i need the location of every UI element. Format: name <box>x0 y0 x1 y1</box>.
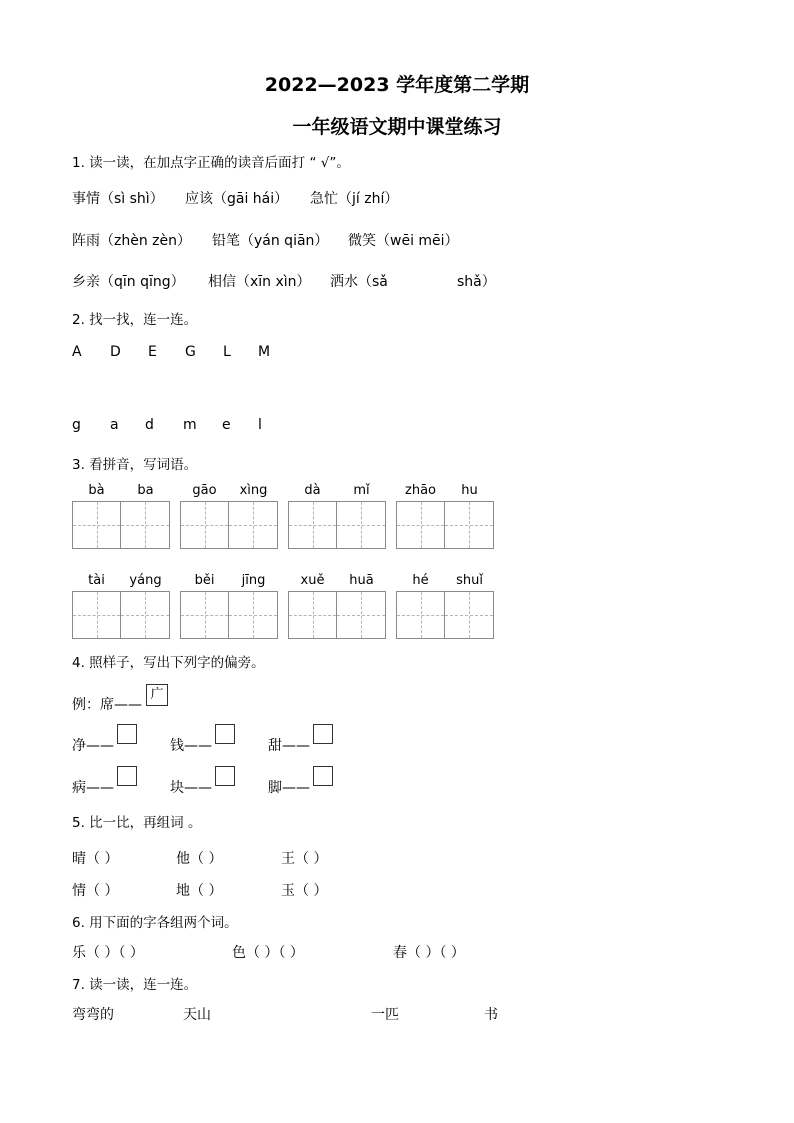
letter: e <box>222 417 231 433</box>
radical-item: 病—— <box>72 780 114 796</box>
word-blank[interactable]: 春（ ）（ ） <box>393 945 465 961</box>
letter: m <box>183 417 197 433</box>
radical-item: 脚—— <box>268 780 310 796</box>
question-2-prompt: 2. 找一找，连一连。 <box>72 312 198 328</box>
word-blank[interactable]: 地（ ） <box>176 883 223 899</box>
document-subtitle: 一年级语文期中课堂练习 <box>292 116 502 138</box>
pinyin-choice: 微笑（wēi mēi） <box>348 233 459 249</box>
match-word: 一匹 <box>371 1007 399 1023</box>
word-blank[interactable]: 他（ ） <box>176 851 223 867</box>
pinyin-label: zhāo <box>405 483 436 498</box>
example-answer: 广 <box>150 687 164 702</box>
question-1-prompt: 1. 读一读，在加点字正确的读音后面打 “ √”。 <box>72 155 350 171</box>
pinyin-choice: 急忙（jí zhí） <box>310 191 399 207</box>
word-blank[interactable]: 晴（ ） <box>72 851 119 867</box>
writing-grid[interactable] <box>180 591 278 639</box>
pinyin-label: huā <box>349 573 374 588</box>
pinyin-label: hé <box>412 573 429 588</box>
radical-item: 甜—— <box>268 738 310 754</box>
pinyin-label: xìng <box>239 483 268 498</box>
question-7-prompt: 7. 读一读，连一连。 <box>72 977 198 993</box>
document-title: 2022—2023 学年度第二学期 <box>264 74 530 96</box>
pinyin-choice: 应该（gāi hái） <box>185 191 289 207</box>
writing-grid[interactable] <box>72 591 170 639</box>
answer-box[interactable] <box>313 724 333 744</box>
example-answer-box <box>146 684 168 706</box>
writing-grid[interactable] <box>396 501 494 549</box>
word-blank[interactable]: 色（ ）（ ） <box>232 945 304 961</box>
letter: a <box>110 417 119 433</box>
writing-grid[interactable] <box>180 501 278 549</box>
pinyin-choice: 事情（sì shì） <box>72 191 164 207</box>
pinyin-choice: 相信（xīn xìn） <box>208 274 311 290</box>
pinyin-label: tài <box>88 573 105 588</box>
pinyin-label: jīng <box>241 573 266 588</box>
match-word: 弯弯的 <box>72 1007 114 1023</box>
match-word: 天山 <box>183 1007 211 1023</box>
question-5-prompt: 5. 比一比，再组词 。 <box>72 815 202 831</box>
answer-box[interactable] <box>117 724 137 744</box>
writing-grid[interactable] <box>288 501 386 549</box>
question-3-prompt: 3. 看拼音，写词语。 <box>72 457 198 473</box>
match-word: 书 <box>484 1007 498 1023</box>
answer-box[interactable] <box>215 724 235 744</box>
answer-box[interactable] <box>215 766 235 786</box>
letter: d <box>145 417 154 433</box>
radical-item: 净—— <box>72 738 114 754</box>
word-blank[interactable]: 情（ ） <box>72 883 119 899</box>
pinyin-choice: 洒水（sǎ <box>330 274 388 290</box>
pinyin-choice: 阵雨（zhèn zèn） <box>72 233 191 249</box>
writing-grid[interactable] <box>288 591 386 639</box>
pinyin-label: yáng <box>129 573 162 588</box>
pinyin-label: gāo <box>192 483 217 498</box>
writing-grid[interactable] <box>396 591 494 639</box>
pinyin-label: hu <box>461 483 478 498</box>
word-blank[interactable]: 乐（ ）（ ） <box>72 945 144 961</box>
pinyin-choice: 铅笔（yán qiān） <box>212 233 329 249</box>
radical-item: 块—— <box>170 780 212 796</box>
radical-item: 钱—— <box>170 738 212 754</box>
answer-box[interactable] <box>117 766 137 786</box>
writing-grid[interactable] <box>72 501 170 549</box>
pinyin-label: dà <box>304 483 321 498</box>
letter: g <box>72 417 81 433</box>
word-blank[interactable]: 玉（ ） <box>281 883 328 899</box>
pinyin-label: xuě <box>300 573 325 588</box>
question-6-prompt: 6. 用下面的字各组两个词。 <box>72 915 238 931</box>
example-label: 例：席—— <box>72 697 142 713</box>
answer-box[interactable] <box>313 766 333 786</box>
pinyin-label: shuǐ <box>456 573 483 588</box>
word-blank[interactable]: 王（ ） <box>281 851 328 867</box>
pinyin-choice: shǎ） <box>457 274 496 290</box>
letter: M <box>258 344 271 360</box>
letter: E <box>148 344 157 360</box>
letter: A <box>72 344 82 360</box>
letter: G <box>185 344 196 360</box>
pinyin-choice: 乡亲（qīn qīng） <box>72 274 185 290</box>
letter: l <box>258 417 262 433</box>
letter: L <box>223 344 231 360</box>
pinyin-label: mǐ <box>353 483 370 498</box>
question-4-prompt: 4. 照样子，写出下列字的偏旁。 <box>72 655 265 671</box>
pinyin-label: bà <box>88 483 105 498</box>
pinyin-label: běi <box>194 573 215 588</box>
letter: D <box>110 344 121 360</box>
pinyin-label: ba <box>137 483 154 498</box>
